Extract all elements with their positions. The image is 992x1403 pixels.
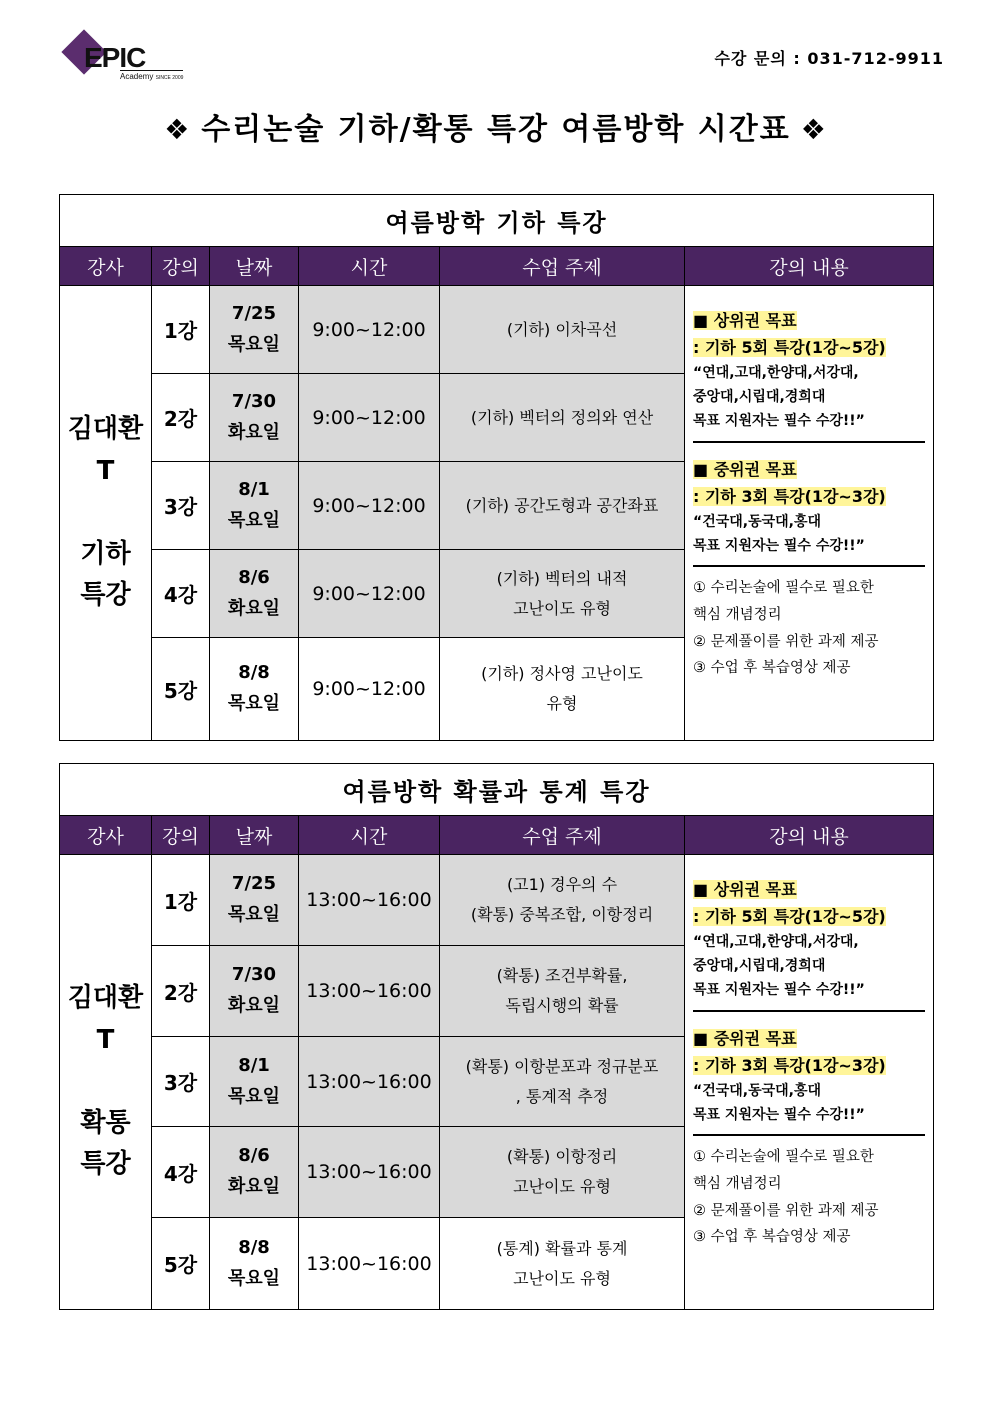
column-header: 강의 [152, 247, 210, 286]
date-cell [210, 1127, 299, 1218]
goal-upper-heading-text: ■ 상위권 목표 [693, 880, 797, 899]
topic-cell [440, 1127, 685, 1218]
topic-cell [440, 1218, 685, 1310]
date-cell [210, 550, 299, 638]
date-cell [210, 1037, 299, 1127]
note-line: ② 문제풀이를 위한 과제 제공 [693, 633, 879, 650]
topic-line: , 통계적 추정 [515, 1086, 609, 1106]
lecture-number: 4강 [152, 550, 210, 638]
column-header: 강의 내용 [685, 816, 934, 855]
goal-upper-heading [693, 308, 925, 331]
time-cell: 13:00~16:00 [299, 1127, 440, 1218]
teacher-line [60, 492, 151, 534]
goal-upper-sub [693, 904, 925, 927]
date-value: 8/6 [238, 566, 270, 588]
topic-line: 고난이도 유형 [513, 1177, 611, 1196]
column-header: 강의 [152, 816, 210, 855]
day-value: 화요일 [227, 1176, 281, 1197]
topic-line: (기하) 정사영 고난이도 [481, 664, 643, 684]
lecture-number: 2강 [152, 946, 210, 1037]
note-line: ③ 수업 후 복습영상 제공 [693, 660, 851, 677]
goal-mid-sub [693, 484, 925, 507]
divider [693, 1134, 925, 1136]
date-cell [210, 855, 299, 946]
time-cell: 9:00~12:00 [299, 550, 440, 638]
date-cell [210, 638, 299, 741]
topic-line: (기하) 이차곡선 [506, 319, 618, 339]
date-value: 8/8 [238, 1236, 270, 1258]
lecture-content [685, 855, 934, 1310]
day-value: 화요일 [227, 995, 281, 1016]
goal-upper-heading [693, 877, 925, 900]
table-row [60, 855, 934, 946]
time-cell: 13:00~16:00 [299, 855, 440, 946]
topic-line: 고난이도 유형 [513, 598, 611, 618]
date-cell [210, 286, 299, 374]
teacher-line: 김대환 [67, 983, 144, 1014]
lecture-content [685, 286, 934, 741]
column-header: 시간 [299, 816, 440, 855]
time-cell: 13:00~16:00 [299, 1037, 440, 1127]
topic-cell [440, 462, 685, 550]
date-value: 7/30 [231, 964, 277, 986]
teacher-line: 김대환 [67, 414, 144, 445]
teacher-line: 특강 [80, 580, 131, 611]
lecture-number: 4강 [152, 1127, 210, 1218]
topic-line: (확통) 중복조합, 이항정리 [470, 905, 654, 924]
goal-upper-line: 목표 지원자는 필수 수강!!” [693, 413, 865, 430]
topic-line: (기하) 벡터의 내적 [496, 568, 628, 588]
topic-line: (기하) 공간도형과 공간좌표 [465, 495, 659, 515]
goal-upper-line: 목표 지원자는 필수 수강!!” [693, 982, 865, 999]
goal-upper-line: “연대,고대,한양대,서강대, [693, 934, 859, 950]
topic-line: (통계) 확률과 통계 [496, 1238, 628, 1258]
teacher-line: 기하 [80, 538, 131, 569]
time-cell: 9:00~12:00 [299, 374, 440, 462]
column-header: 날짜 [210, 816, 299, 855]
note-line: ① 수리논술에 필수로 필요한 [693, 579, 874, 596]
goal-mid-sub-text: : 기하 3회 특강(1강~3강) [693, 1055, 886, 1075]
topic-cell [440, 286, 685, 374]
time-cell: 13:00~16:00 [299, 946, 440, 1037]
goal-upper-line: “연대,고대,한양대,서강대, [693, 365, 859, 381]
table-caption: 여름방학 기하 특강 [60, 195, 934, 247]
lecture-number: 5강 [152, 638, 210, 741]
goal-mid-line: “건국대,동국대,홍대 [693, 1082, 822, 1099]
day-value: 화요일 [227, 421, 281, 443]
time-cell: 9:00~12:00 [299, 286, 440, 374]
day-value: 목요일 [227, 509, 281, 531]
goal-upper-sub-text: : 기하 5회 특강(1강~5강) [693, 907, 886, 926]
note-line: ③ 수업 후 복습영상 제공 [693, 1229, 851, 1246]
date-value: 8/8 [238, 662, 270, 684]
logo-academy: Academy [120, 72, 154, 81]
topic-line: 고난이도 유형 [513, 1268, 611, 1288]
lecture-number: 2강 [152, 374, 210, 462]
teacher-line: 확통 [80, 1107, 131, 1138]
topic-line: (확통) 조건부확률, [496, 966, 628, 986]
date-value: 7/25 [231, 302, 277, 324]
date-value: 8/1 [238, 1054, 270, 1076]
topic-line: (확통) 이항정리 [506, 1147, 618, 1167]
diamond-icon: ❖ [800, 113, 828, 146]
goal-mid-heading [693, 1026, 925, 1049]
date-cell [210, 462, 299, 550]
date-value: 8/1 [238, 478, 270, 500]
teacher-line: 특강 [80, 1149, 131, 1180]
date-cell [210, 1218, 299, 1310]
divider [693, 441, 925, 443]
logo [62, 30, 192, 82]
lecture-number: 5강 [152, 1218, 210, 1310]
topic-cell [440, 638, 685, 741]
date-value: 7/25 [231, 873, 277, 895]
notes [693, 1144, 925, 1251]
topic-cell [440, 946, 685, 1037]
column-header: 시간 [299, 247, 440, 286]
lecture-number: 3강 [152, 1037, 210, 1127]
lecture-number: 3강 [152, 462, 210, 550]
column-header: 수업 주제 [440, 247, 685, 286]
day-value: 목요일 [227, 333, 281, 355]
logo-text: EPIC [84, 42, 146, 73]
goal-upper-line: 중앙대,시립대,경희대 [693, 389, 826, 406]
column-header: 강사 [60, 247, 152, 286]
goal-mid-heading-text: ■ 중위권 목표 [693, 1028, 797, 1048]
contact-info: 수강 문의 : 031-712-9911 [714, 49, 944, 68]
divider [693, 565, 925, 567]
diamond-icon: ❖ [164, 113, 192, 146]
lecture-number: 1강 [152, 286, 210, 374]
date-cell [210, 946, 299, 1037]
column-header: 수업 주제 [440, 816, 685, 855]
goal-upper-heading-text: ■ 상위권 목표 [693, 311, 797, 330]
lecture-number: 1강 [152, 855, 210, 946]
day-value: 목요일 [227, 693, 281, 714]
goal-mid-line: 목표 지원자는 필수 수강!!” [693, 1106, 865, 1123]
goal-mid-sub [693, 1053, 925, 1076]
day-value: 목요일 [227, 1085, 281, 1107]
day-value: 목요일 [227, 1267, 281, 1289]
topic-cell [440, 550, 685, 638]
teacher-line: T [96, 1024, 115, 1055]
table-row [60, 286, 934, 374]
time-cell: 9:00~12:00 [299, 638, 440, 741]
time-cell: 13:00~16:00 [299, 1218, 440, 1310]
note-line: ② 문제풀이를 위한 과제 제공 [693, 1202, 879, 1219]
date-cell [210, 374, 299, 462]
date-value: 8/6 [238, 1145, 270, 1167]
column-header: 강사 [60, 816, 152, 855]
note-line: 핵심 개념정리 [693, 1175, 782, 1192]
goal-mid-sub-text: : 기하 3회 특강(1강~3강) [693, 486, 886, 506]
goal-mid-line: “건국대,동국대,홍대 [693, 513, 822, 530]
schedule-table-geometry [59, 194, 934, 741]
topic-line: (고1) 경우의 수 [506, 875, 618, 895]
goal-upper-sub [693, 335, 925, 358]
topic-line: (기하) 벡터의 정의와 연산 [470, 407, 654, 427]
goal-upper-line: 중앙대,시립대,경희대 [693, 958, 826, 975]
day-value: 목요일 [227, 904, 281, 925]
teacher-line [60, 1061, 151, 1103]
page-title [0, 104, 992, 148]
column-header: 날짜 [210, 247, 299, 286]
teacher-cell [60, 286, 152, 741]
topic-cell [440, 855, 685, 946]
table-caption: 여름방학 확률과 통계 특강 [60, 764, 934, 816]
date-value: 7/30 [231, 390, 277, 412]
schedule-table-probability [59, 763, 934, 1310]
note-line: ① 수리논술에 필수로 필요한 [693, 1148, 874, 1165]
topic-cell [440, 374, 685, 462]
divider [693, 1010, 925, 1012]
goal-mid-line: 목표 지원자는 필수 수강!!” [693, 537, 865, 554]
topic-cell [440, 1037, 685, 1127]
teacher-cell [60, 855, 152, 1310]
goal-mid-heading-text: ■ 중위권 목표 [693, 459, 797, 479]
teacher-line: T [96, 455, 115, 486]
goal-mid-heading [693, 457, 925, 480]
goal-upper-sub-text: : 기하 5회 특강(1강~5강) [693, 338, 886, 357]
time-cell: 9:00~12:00 [299, 462, 440, 550]
logo-since: SINCE 2009 [155, 75, 184, 81]
topic-line: 독립시행의 확률 [505, 996, 619, 1015]
topic-line: (확통) 이항분포과 정규분포 [465, 1056, 659, 1076]
note-line: 핵심 개념정리 [693, 606, 782, 623]
logo-subtext [120, 70, 183, 81]
column-header: 강의 내용 [685, 247, 934, 286]
day-value: 화요일 [227, 597, 281, 619]
topic-line: 유형 [546, 694, 578, 713]
page-title-text: 수리논술 기하/확통 특강 여름방학 시간표 [201, 112, 791, 147]
notes [693, 575, 925, 682]
